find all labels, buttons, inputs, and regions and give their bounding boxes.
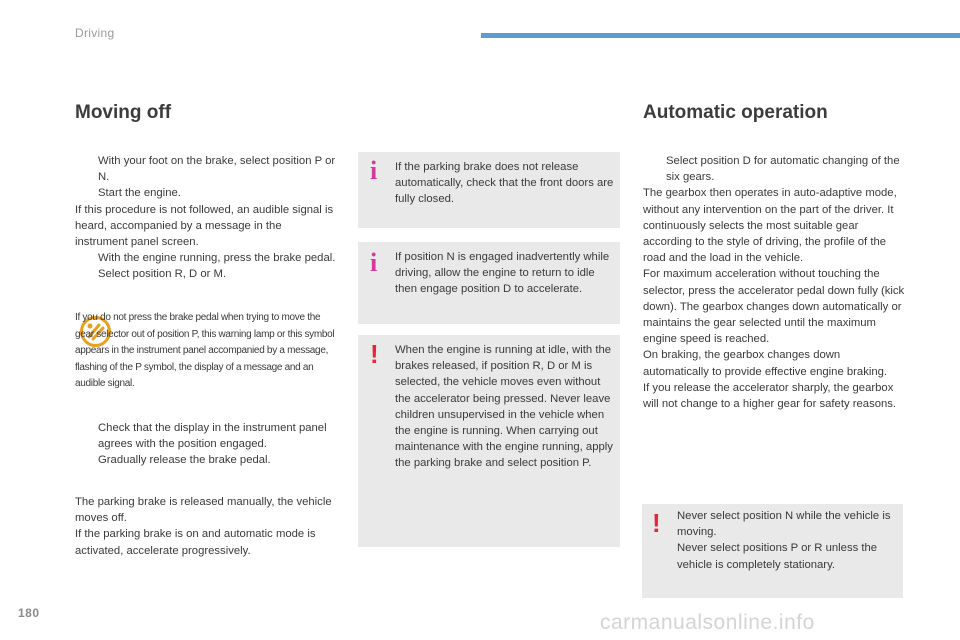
warning-icon: !: [652, 508, 661, 538]
warning-box-never-select: [642, 504, 903, 598]
paragraph: Never select position N while the vehicle is moving.: [677, 510, 891, 539]
watermark: carmanualsonline.info: [600, 611, 815, 634]
bullet-item: Select position D for automatic changing of the six gears.: [643, 153, 905, 185]
paragraph: Never select positions P or R unless the vehicle is completely stationary.: [677, 542, 878, 571]
paragraph: If the parking brake is on and automatic mode is activated, accelerate progressively.: [75, 528, 316, 557]
automatic-operation-text: [643, 153, 905, 412]
moving-off-title: Moving off: [75, 102, 172, 123]
page-number: 180: [18, 606, 40, 620]
paragraph: If you release the accelerator sharply, the gearbox will not change to a higher gear for safety reasons.: [643, 381, 897, 411]
checkbox-bullet-icon: [75, 185, 98, 201]
paragraph: If this procedure is not followed, an audible signal is heard, accompanied by a message in the instrument panel screen.: [75, 203, 334, 249]
warning-icon: !: [370, 339, 379, 369]
bullet-item: Check that the display in the instrument panel agrees with the position engaged.: [75, 420, 337, 452]
bullet-item: Gradually release the brake pedal.: [75, 452, 337, 468]
section-accent-bar: [481, 33, 960, 38]
paragraph: The parking brake is released manually, the vehicle moves off.: [75, 496, 332, 525]
bullet-item: Start the engine.: [75, 185, 337, 201]
check-steps: [75, 420, 337, 469]
bullet-item: With the engine running, press the brake pedal.: [75, 250, 337, 266]
paragraph: The gearbox then operates in auto-adaptive mode, without any intervention on the part of the driver. It continuously selects the most suitable gear according to the style of driving, the profile of the road and the load in the vehicle.: [643, 187, 897, 265]
section-label: Driving: [75, 26, 115, 40]
paragraph: On braking, the gearbox changes down automatically to provide effective engine braking.: [643, 349, 888, 378]
parking-brake-text: [75, 494, 337, 559]
checkbox-bullet-icon: [75, 266, 98, 282]
info-box-parking-brake: i If the parking brake does not release automatically, check that the front doors are fully closed.: [358, 152, 620, 228]
checkbox-bullet-icon: [75, 250, 98, 266]
checkbox-bullet-icon: [643, 153, 666, 185]
checkbox-bullet-icon: [75, 153, 98, 185]
checkbox-bullet-icon: [75, 420, 98, 452]
warning-lamp-text: If you do not press the brake pedal when trying to move the gear selector out of position P, this warning lamp or this symbol appears in the instrument panel accompanied by a message, flashing of the P symbol, the display of a message and an audible signal.: [75, 312, 335, 390]
paragraph: For maximum acceleration without touching the selector, press the accelerator pedal down fully (kick down). The gearbox changes down automatically or maintains the gear selected until the maximum engine speed is reached.: [643, 268, 905, 346]
info-icon: i: [370, 156, 378, 185]
warning-box-engine-idle: ! When the engine is running at idle, with the brakes released, if position R, D or M is selected, the vehicle moves even without the accelerator being pressed. Never leave children unsupervised in the vehicle when the engine is running. When carrying out maintenance with the engine running, apply the parking brake and select position P.: [358, 335, 620, 547]
bullet-item: Select position R, D or M.: [75, 266, 337, 282]
info-icon: i: [370, 248, 378, 277]
info-box-position-n: i If position N is engaged inadvertently while driving, allow the engine to return to idle then engage position D to accelerate.: [358, 242, 620, 324]
checkbox-bullet-icon: [75, 452, 98, 468]
bullet-item: With your foot on the brake, select position P or N.: [75, 153, 337, 185]
automatic-operation-title: Automatic operation: [643, 102, 828, 123]
moving-off-steps: [75, 153, 337, 283]
